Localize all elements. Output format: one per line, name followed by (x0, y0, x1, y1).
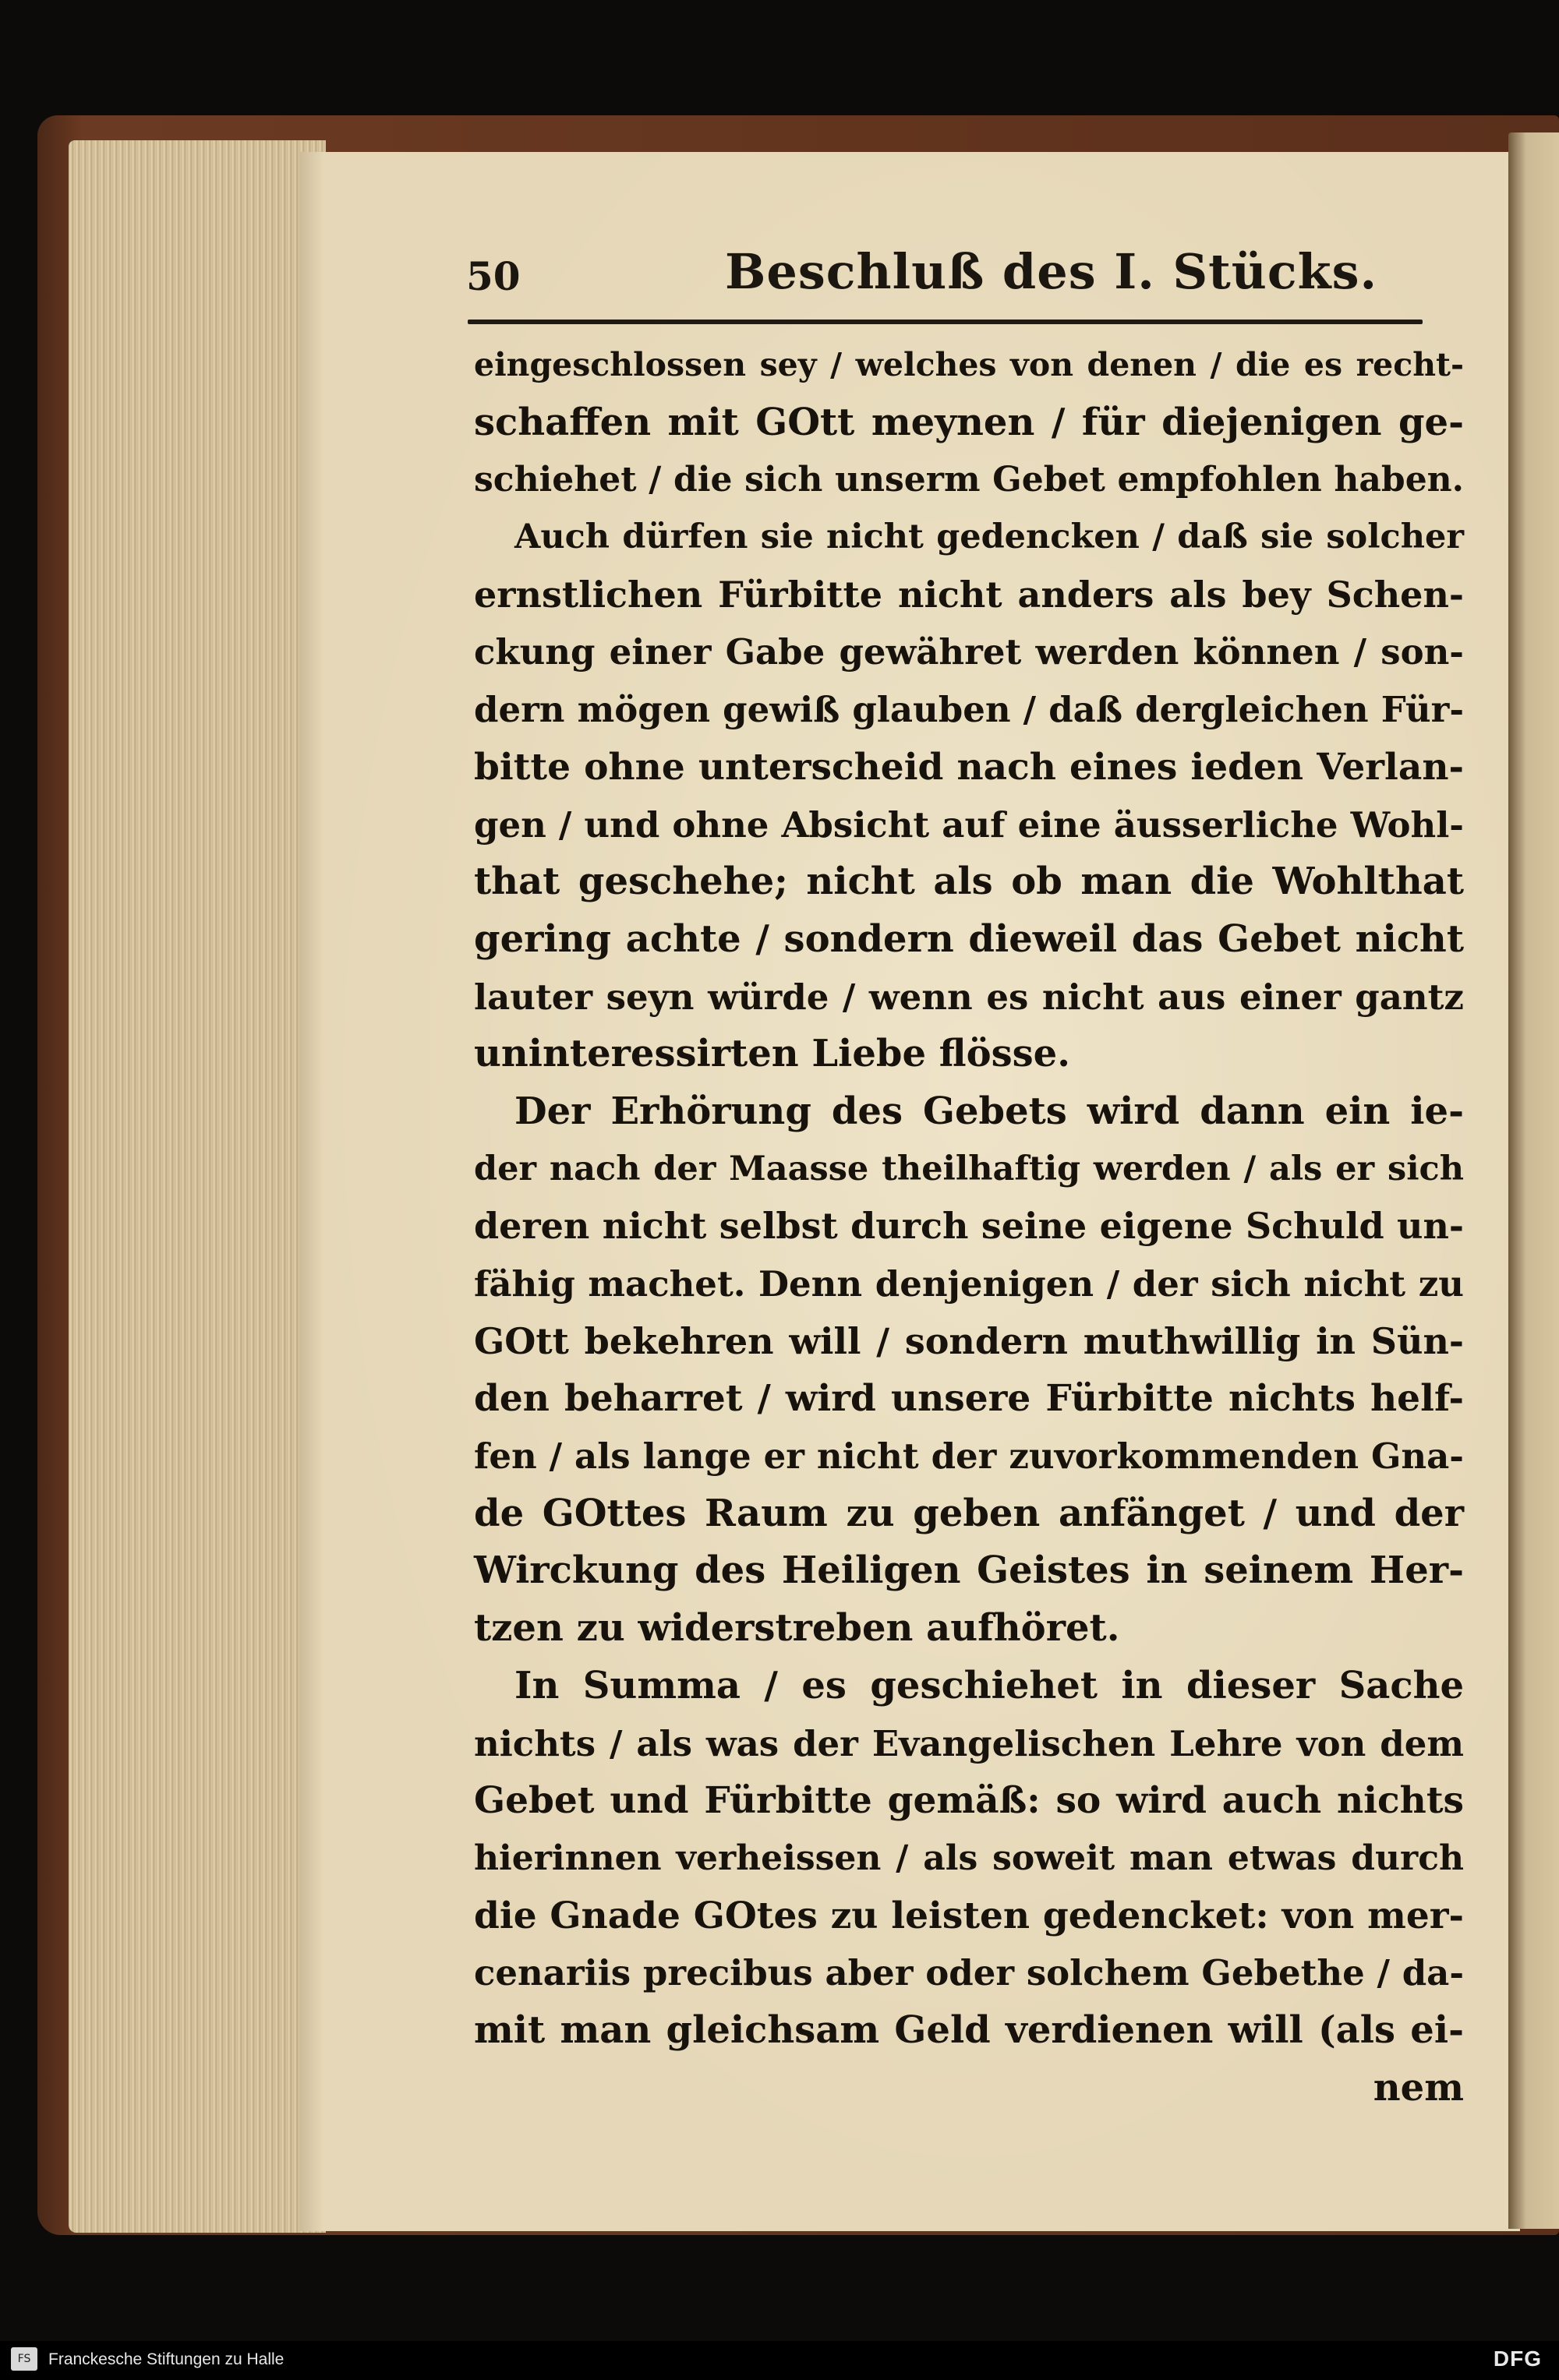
text-line: bitte ohne unterscheid nach eines ieden Verlan- (474, 745, 1464, 789)
text-line: nichts / als was der Evangelischen Lehre von dem (474, 1722, 1464, 1764)
text-line: gen / und ohne Absicht auf eine äusserliche Wohl- (474, 803, 1464, 846)
text-line: mit man gleichsam Geld verdienen will (als ei- (474, 2007, 1464, 2052)
text-line: Der Erhörung des Gebets wird dann ein ie- (514, 1089, 1464, 1133)
facing-page-edge (1508, 132, 1559, 2229)
text-line: deren nicht selbst durch seine eigene Schuld un- (474, 1205, 1464, 1248)
text-line: ernstlichen Fürbitte nicht anders als bey Schen- (474, 573, 1464, 616)
text-line: dern mögen gewiß glauben / daß dergleichen Für- (474, 689, 1464, 731)
body-text (474, 337, 1464, 2117)
catchword: nem (1373, 2065, 1464, 2110)
text-line: de GOttes Raum zu geben anfänget / und der (474, 1491, 1464, 1535)
text-line: tzen zu widerstreben aufhöret. (474, 1606, 1120, 1651)
text-line: ckung einer Gabe gewähret werden können / son- (474, 631, 1464, 673)
text-line: Auch dürfen sie nicht gedencken / daß sie solcher (514, 517, 1464, 557)
text-line: hierinnen verheissen / als soweit man etwas durch (474, 1838, 1464, 1878)
text-line: eingeschlossen sey / welches von denen / die es recht- (474, 346, 1464, 383)
text-line: that geschehe; nicht als ob man die Wohlthat (474, 860, 1464, 904)
text-line: Wirckung des Heiligen Geistes in seinem Her- (474, 1548, 1464, 1593)
text-line: lauter seyn würde / wenn es nicht aus einer gantz (474, 976, 1464, 1018)
text-line: uninteressirten Liebe flösse. (474, 1032, 1070, 1076)
footer-credit: Franckesche Stiftungen zu Halle (48, 2350, 285, 2368)
text-line: fen / als lange er nicht der zuvorkommenden Gna- (474, 1435, 1464, 1478)
text-line: Gebet und Fürbitte gemäß: so wird auch nichts (474, 1779, 1464, 1823)
dfg-logo: DFG (1493, 2346, 1542, 2371)
text-line: cenariis precibus aber oder solchem Gebethe / da- (474, 1952, 1464, 1994)
page-edges (69, 140, 326, 2233)
text-line: gering achte / sondern dieweil das Gebet nicht (474, 916, 1464, 961)
page-number: 50 (466, 253, 521, 299)
running-head: Beschluß des I. Stücks. (725, 243, 1378, 300)
header-rule (468, 320, 1423, 324)
text-line: In Summa / es geschiehet in dieser Sache (514, 1663, 1464, 1707)
library-logo: FS (11, 2347, 37, 2371)
text-line: der nach der Maasse theilhaftig werden / als er sich (474, 1149, 1464, 1188)
text-line: GOtt bekehren will / sondern muthwillig in Sün- (474, 1319, 1464, 1362)
text-line: schaffen mit GOtt meynen / für diejenigen ge- (474, 400, 1464, 444)
text-line: den beharret / wird unsere Fürbitte nichts helf- (474, 1377, 1464, 1421)
text-line: fähig machet. Denn denjenigen / der sich nicht zu (474, 1263, 1464, 1305)
text-line: die Gnade GOtes zu leisten gedencket: von mer- (474, 1894, 1464, 1937)
text-line: schiehet / die sich unserm Gebet empfohlen haben. (474, 460, 1464, 500)
